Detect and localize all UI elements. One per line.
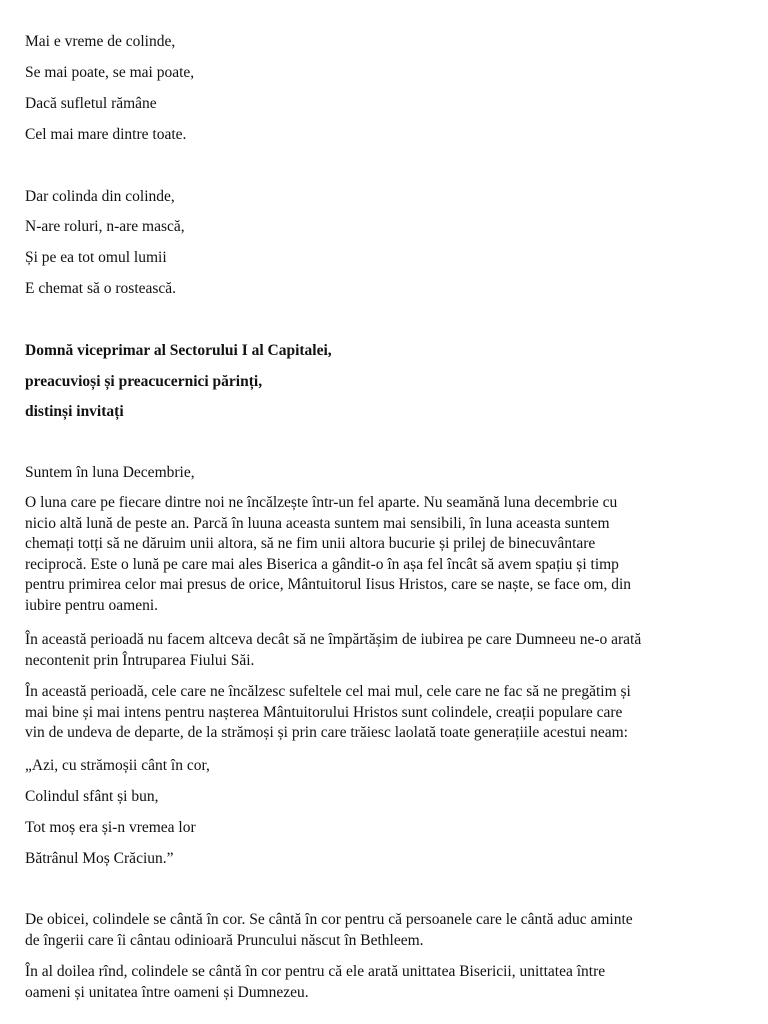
text-line: nicio altă lună de peste an. Parcă în luuna aceasta suntem mai sensibili, în luna aceasta suntem [25,514,610,532]
text-line: vin de undeva de departe, de la strămoși și prin care trăiesc laolată toate generațiile acestui neam: [25,724,628,741]
text-line: În această perioadă nu facem altceva decât să ne împărtășim de iubirea pe care Dumneeu ne-o arată [25,631,642,648]
text-line: oameni și unitatea între oameni și Dumnezeu. [25,983,309,1001]
text-line: iubire pentru oameni. [25,596,158,614]
paragraph-3 [25,682,745,744]
text-line: necontenit prin Întruparea Fiului Săi. [25,651,255,669]
carol-line: Tot moș era și-n vremea lor [25,819,196,836]
poem-line: N-are roluri, n-are mască, [25,218,185,235]
text-line: chemați totți să ne dăruim unii altora, să ne fim unii altora bucurie și prilej de binecuvântare [25,535,596,552]
poem-line: Dacă sufletul rămâne [25,95,157,112]
text-line: O luna care pe fiecare dintre noi ne încălzește într-un fel aparte. Nu seamănă luna decembrie cu [25,494,618,511]
text-line: mai bine și mai intens pentru nașterea Mântuitorului Hristos sunt colindele, creații populare care [25,703,623,721]
poem-line: Dar colinda din colinde, [25,188,175,205]
text-line: de îngerii care îi cântau odinioară Pruncului născut în Bethleem. [25,931,424,949]
poem-line: Mai e vreme de colinde, [25,33,176,50]
poem-line: Cel mai mare dintre toate. [25,126,187,143]
carol-line: Colindul sfânt și bun, [25,788,159,805]
carol-line: „Azi, cu strămoșii cânt în cor, [25,757,210,774]
carol-line: Bătrânul Moș Crăciun.” [25,850,174,867]
salutation-line: preacuvioși și preacucernici părinți, [25,373,263,390]
text-line: pentru primirea celor mai presus de orice, Mântuitorul Iisus Hristos, care se naște, se face om, din [25,576,632,593]
paragraph-2 [25,630,745,671]
text-line: reciprocă. Este o lună pe care mai ales Biserica a gândit-o în așa fel încât să avem spațiu și timp [25,555,619,573]
text-line: De obicei, colindele se cântă în cor. Se cântă în cor pentru că persoanele care le cântă aduc aminte [25,911,633,928]
text-line: În al doilea rînd, colindele se cântă în cor pentru că ele arată unittatea Bisericii, unittatea între [25,963,606,980]
salutation-line: Domnă viceprimar al Sectorului I al Capitalei, [25,342,332,359]
paragraph-4 [25,910,745,951]
salutation-line: distinși invitați [25,403,124,420]
text-line: În această perioadă, cele care ne încălzesc sufeltele cel mai mul, cele care ne fac să ne pregătim și [25,683,631,700]
poem-line: Și pe ea tot omul lumii [25,249,167,266]
poem-line: Se mai poate, se mai poate, [25,64,195,81]
paragraph-1 [25,493,745,616]
paragraph-5 [25,962,745,1003]
intro-line: Suntem în luna Decembrie, [25,464,195,481]
poem-line: E chemat să o rostească. [25,280,177,297]
